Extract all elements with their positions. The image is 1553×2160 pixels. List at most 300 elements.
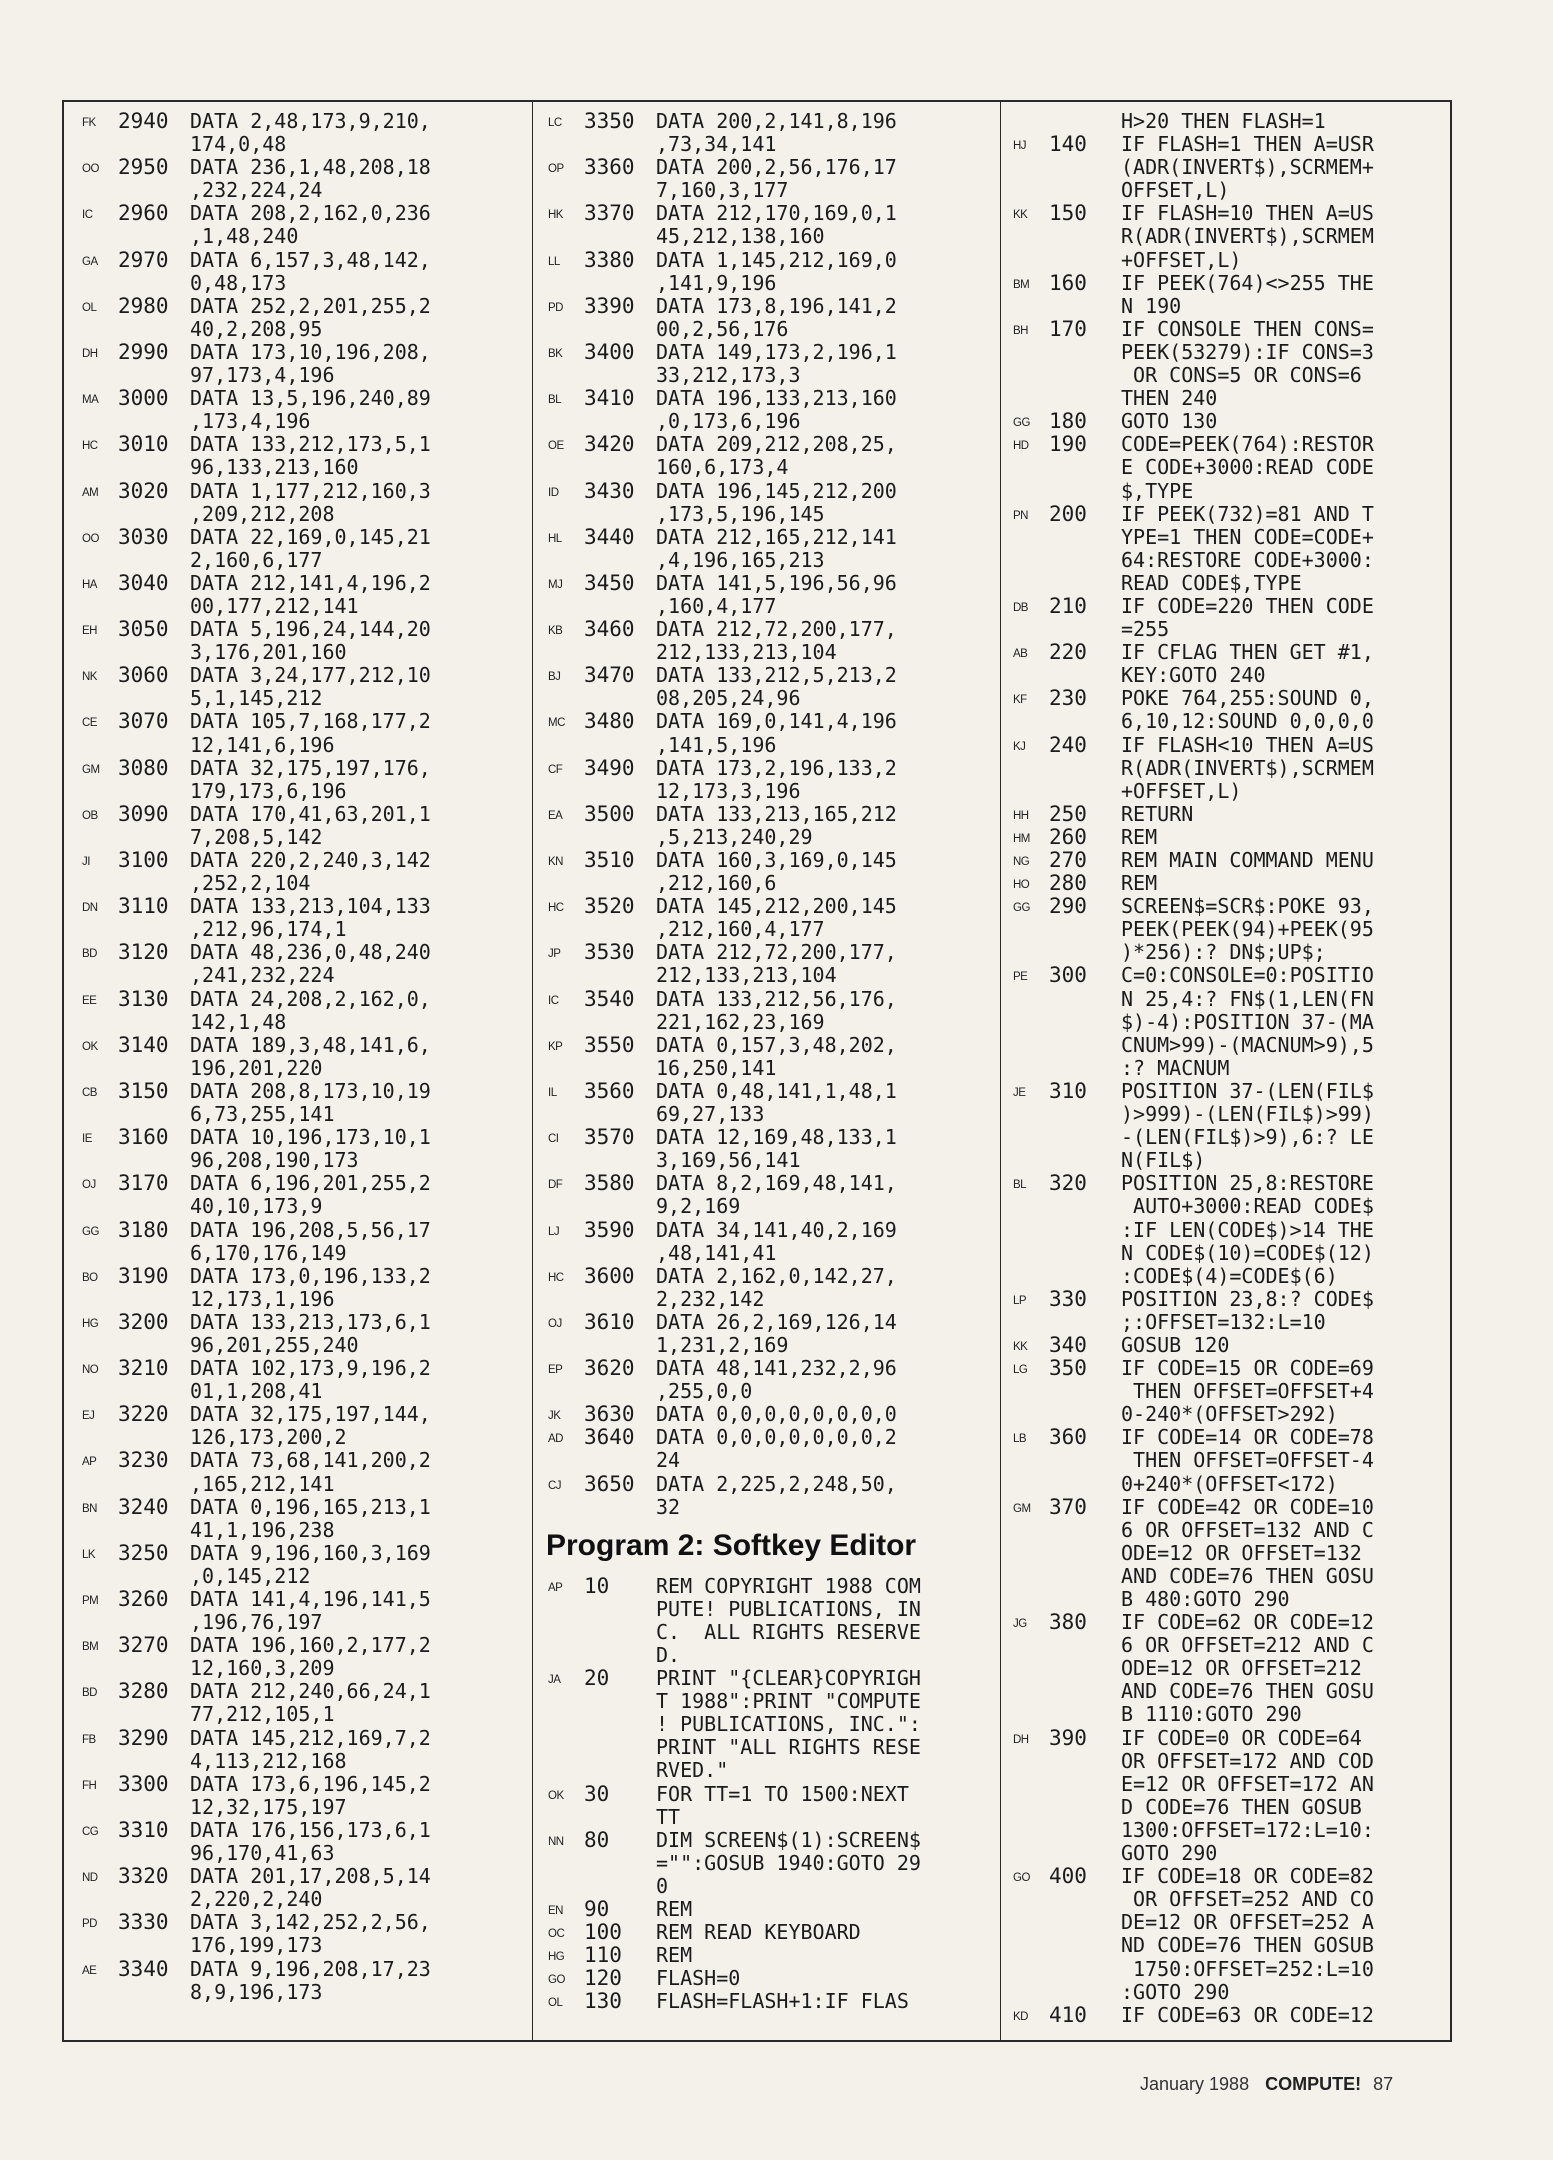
code-text: ,212,160,4,177 [656, 917, 825, 942]
line-number: 3530 [584, 940, 635, 965]
line-number [1049, 1888, 1121, 1911]
code-line [548, 202, 992, 225]
code-text: 8,9,196,173 [190, 1979, 323, 2004]
checksum [82, 782, 118, 805]
code-text: 0,48,173 [190, 270, 287, 295]
code-line [1013, 1934, 1443, 1957]
code-text: IF PEEK(764)<>255 THE [1121, 270, 1374, 295]
line-number: 3180 [118, 1217, 169, 1242]
code-text: 3,176,201,160 [190, 640, 347, 665]
code-line [548, 1759, 992, 1782]
code-line [548, 734, 992, 757]
code-text: AND CODE=76 THEN GOSU [1121, 1679, 1374, 1704]
code-text: ,0,173,6,196 [656, 409, 801, 434]
checksum: CG [82, 1825, 99, 1838]
line-number: 3420 [584, 432, 635, 457]
code-text: 64:RESTORE CODE+3000: [1121, 547, 1374, 572]
line-number [1049, 1703, 1121, 1726]
code-text: IF CODE=42 OR CODE=10 [1121, 1494, 1374, 1519]
code-text: 142,1,48 [190, 1009, 287, 1034]
line-number: 2980 [118, 293, 169, 318]
code-text: 40,10,173,9 [190, 1194, 323, 1219]
code-line [82, 1334, 522, 1357]
code-line [548, 941, 992, 964]
line-number [1049, 710, 1121, 733]
checksum [548, 966, 584, 989]
code-text: DE=12 OR OFFSET=252 A [1121, 1910, 1374, 1935]
code-text: CNUM>99)-(MACNUM>9),5 [1121, 1032, 1374, 1057]
line-number: 3100 [118, 848, 169, 872]
code-text: IF CODE=0 OR CODE=64 [1121, 1725, 1362, 1750]
code-line [82, 295, 522, 318]
line-number [584, 964, 656, 987]
code-line [1013, 1265, 1443, 1288]
checksum [82, 597, 118, 620]
checksum [548, 181, 584, 204]
code-line [548, 687, 992, 710]
checksum [1013, 1890, 1049, 1913]
code-text: 174,0,48 [190, 132, 287, 157]
code-line [548, 1426, 992, 1449]
code-text: 0 [656, 1873, 669, 1898]
code-text: DATA 196,160,2,177,2 [190, 1633, 431, 1658]
code-line [548, 526, 992, 549]
code-line [82, 1357, 522, 1380]
code-text: DATA 173,6,196,145,2 [190, 1771, 431, 1796]
line-number: 3010 [118, 432, 169, 457]
code-text: ! PUBLICATIONS, INC.": [656, 1712, 921, 1737]
checksum: FK [82, 117, 96, 129]
code-line [82, 1588, 522, 1611]
code-line [82, 110, 522, 133]
line-number [118, 1426, 190, 1449]
checksum [1013, 1405, 1049, 1428]
code-text: ,173,5,196,145 [656, 501, 825, 526]
checksum [82, 1151, 118, 1174]
line-number [1049, 1195, 1121, 1218]
code-line [82, 1703, 522, 1726]
code-line [548, 1011, 992, 1034]
line-number [1049, 1588, 1121, 1611]
code-line [82, 1449, 522, 1472]
line-number: 3260 [118, 1587, 169, 1611]
code-text: 01,1,208,41 [190, 1379, 323, 1404]
checksum: CI [548, 1133, 559, 1146]
checksum: CB [82, 1086, 97, 1099]
line-number [1049, 1657, 1121, 1680]
line-number: 260 [1049, 824, 1087, 849]
line-number: 3050 [118, 617, 169, 642]
checksum [1013, 943, 1049, 966]
checksum: HD [1013, 440, 1029, 453]
code-text: 0-240*(OFFSET>292) [1121, 1402, 1338, 1427]
code-text: ,165,212,141 [190, 1471, 335, 1496]
code-line [1013, 1473, 1443, 1496]
code-text: 2,232,142 [656, 1286, 765, 1311]
line-number: 220 [1049, 640, 1087, 665]
code-text: 45,212,138,160 [656, 224, 825, 249]
checksum [82, 412, 118, 435]
code-text: IF PEEK(732)=81 AND T [1121, 501, 1374, 526]
code-line [548, 988, 992, 1011]
line-number [118, 1380, 190, 1403]
code-line [82, 1542, 522, 1565]
code-line [1013, 480, 1443, 503]
code-text: DATA 0,48,141,1,48,1 [656, 1078, 897, 1103]
checksum [82, 1567, 118, 1590]
checksum: MC [548, 717, 565, 730]
code-text: DATA 200,2,141,8,196 [656, 109, 897, 133]
code-line [1013, 1057, 1443, 1080]
code-line [548, 1575, 992, 1598]
code-text: 212,133,213,104 [656, 963, 837, 988]
line-number: 390 [1049, 1725, 1087, 1750]
line-number [1049, 1103, 1121, 1126]
checksum: JG [1013, 1618, 1027, 1631]
code-line [1013, 364, 1443, 387]
line-number [1049, 225, 1121, 248]
line-number [1049, 1380, 1121, 1403]
code-text: DATA 208,2,162,0,236 [190, 201, 431, 226]
listing-column-3 [1013, 110, 1443, 2027]
line-number: 310 [1049, 1078, 1087, 1103]
checksum [82, 1105, 118, 1128]
code-text: 12,160,3,209 [190, 1656, 335, 1681]
checksum [1013, 389, 1049, 412]
checksum [1013, 227, 1049, 250]
code-text: ,241,232,224 [190, 963, 335, 988]
code-line [1013, 1311, 1443, 1334]
code-line [548, 410, 992, 433]
code-line [82, 1911, 522, 1934]
checksum [1013, 1197, 1049, 1220]
checksum [548, 736, 584, 759]
line-number: 3140 [118, 1032, 169, 1057]
line-number: 3570 [584, 1125, 635, 1150]
code-line [1013, 1542, 1443, 1565]
checksum: GG [1013, 417, 1030, 430]
code-text: 00,177,212,141 [190, 593, 359, 618]
code-line [82, 202, 522, 225]
code-text: 1300:OFFSET=172:L=10: [1121, 1817, 1374, 1842]
code-line [82, 1380, 522, 1403]
line-number: 3080 [118, 755, 169, 780]
checksum: BJ [548, 671, 561, 684]
line-number [584, 826, 656, 849]
line-number [118, 410, 190, 433]
checksum [1013, 366, 1049, 389]
line-number: 3170 [118, 1171, 169, 1196]
code-line [1013, 156, 1443, 179]
checksum: HA [82, 578, 97, 591]
line-number [118, 1565, 190, 1588]
checksum [82, 1382, 118, 1405]
line-number [118, 179, 190, 202]
line-number: 3470 [584, 663, 635, 688]
checksum [1013, 1105, 1049, 1128]
checksum: BO [82, 1271, 98, 1284]
checksum: NO [82, 1364, 99, 1377]
code-text: ,48,141,41 [656, 1240, 777, 1265]
checksum: EA [548, 809, 563, 822]
code-line [548, 1967, 992, 1990]
line-number: 320 [1049, 1171, 1087, 1196]
code-text: AUTO+3000:READ CODE$ [1121, 1194, 1374, 1219]
checksum [1013, 158, 1049, 181]
code-text: OR OFFSET=172 AND COD [1121, 1748, 1374, 1773]
code-text: 3,169,56,141 [656, 1148, 801, 1173]
code-text: 96,170,41,63 [190, 1841, 335, 1866]
code-text: DATA 10,196,173,10,1 [190, 1125, 431, 1150]
code-text: DATA 212,72,200,177, [656, 940, 897, 965]
code-text: DATA 173,0,196,133,2 [190, 1263, 431, 1288]
code-line [548, 1311, 992, 1334]
code-text: ,160,4,177 [656, 593, 777, 618]
line-number [584, 872, 656, 895]
checksum [1013, 1936, 1049, 1959]
line-number [118, 549, 190, 572]
code-text: 12,173,3,196 [656, 778, 801, 803]
code-line [548, 341, 992, 364]
code-line [82, 710, 522, 733]
code-text: 221,162,23,169 [656, 1009, 825, 1034]
code-text: DATA 133,212,56,176, [656, 986, 897, 1011]
line-number [118, 641, 190, 664]
code-line [1013, 1634, 1443, 1657]
line-number: 3190 [118, 1263, 169, 1288]
code-line [1013, 526, 1443, 549]
code-text: DATA 141,5,196,56,96 [656, 570, 897, 595]
code-line [82, 941, 522, 964]
code-line [82, 133, 522, 156]
line-number [118, 872, 190, 895]
code-line [82, 618, 522, 641]
code-line [548, 549, 992, 572]
code-line [1013, 387, 1443, 410]
code-line [82, 1865, 522, 1888]
line-number [1049, 480, 1121, 503]
checksum [548, 1738, 584, 1761]
checksum [1013, 1475, 1049, 1498]
checksum: HJ [1013, 140, 1027, 153]
checksum [1013, 1013, 1049, 1036]
checksum [82, 966, 118, 989]
code-line [82, 664, 522, 687]
code-line [1013, 664, 1443, 687]
code-text: PUTE! PUBLICATIONS, IN [656, 1596, 921, 1621]
code-line [548, 618, 992, 641]
code-line [548, 572, 992, 595]
code-text: 126,173,200,2 [190, 1425, 347, 1450]
checksum [82, 1475, 118, 1498]
code-text: 40,2,208,95 [190, 316, 323, 341]
code-text: ;:OFFSET=132:L=10 [1121, 1309, 1326, 1334]
code-text: 97,173,4,196 [190, 363, 335, 388]
line-number: 90 [584, 1897, 610, 1922]
code-text: D. [656, 1643, 681, 1667]
checksum [82, 1936, 118, 1959]
code-text: DATA 212,165,212,141 [656, 524, 897, 549]
code-text: N(FIL$) [1121, 1148, 1206, 1173]
checksum: EP [548, 1364, 563, 1377]
code-text: D CODE=76 THEN GOSUB [1121, 1794, 1362, 1819]
code-text: ,232,224,24 [190, 178, 323, 203]
code-text: N CODE$(10)=CODE$(12) [1121, 1240, 1374, 1265]
line-number: 2940 [118, 109, 169, 133]
code-text: IF CFLAG THEN GET #1, [1121, 640, 1374, 665]
code-text: 1,231,2,169 [656, 1332, 789, 1357]
code-text: THEN OFFSET=OFFSET+4 [1121, 1379, 1374, 1404]
code-line [548, 1898, 992, 1921]
code-text: DATA 48,236,0,48,240 [190, 940, 431, 965]
code-text: H>20 THEN FLASH=1 [1121, 109, 1326, 133]
code-text: DATA 32,175,197,144, [190, 1402, 431, 1427]
line-number [584, 1806, 656, 1829]
code-line [548, 710, 992, 733]
code-line [1013, 780, 1443, 803]
checksum: GM [82, 763, 100, 776]
line-number [118, 1057, 190, 1080]
code-line [1013, 1865, 1443, 1888]
code-line [82, 1311, 522, 1334]
code-text: ,212,160,6 [656, 871, 777, 896]
line-number [584, 918, 656, 941]
code-text: ,196,76,197 [190, 1610, 323, 1635]
checksum [82, 1013, 118, 1036]
checksum: BL [1013, 1179, 1027, 1192]
code-text: ,255,0,0 [656, 1379, 753, 1404]
line-number: 3360 [584, 155, 635, 180]
line-number [584, 225, 656, 248]
line-number [1049, 1819, 1121, 1842]
code-line [1013, 1796, 1443, 1819]
code-line [1013, 1588, 1443, 1611]
checksum: HM [1013, 832, 1030, 845]
code-line [82, 179, 522, 202]
line-number [118, 734, 190, 757]
code-text: PEEK(53279):IF CONS=3 [1121, 339, 1374, 364]
checksum: BM [82, 1641, 99, 1654]
line-number [118, 1473, 190, 1496]
code-line [548, 1172, 992, 1195]
code-line [82, 1034, 522, 1057]
code-line [548, 964, 992, 987]
line-number: 3510 [584, 848, 635, 872]
code-line [1013, 1680, 1443, 1703]
checksum [548, 828, 584, 851]
checksum: OP [548, 163, 564, 176]
code-line [548, 1644, 992, 1667]
code-text: DATA 196,133,213,160 [656, 386, 897, 411]
checksum: OC [548, 1928, 565, 1941]
code-line [1013, 1103, 1443, 1126]
line-number: 370 [1049, 1494, 1087, 1519]
code-text: E CODE+3000:READ CODE [1121, 455, 1374, 480]
code-line [82, 225, 522, 248]
checksum [548, 1600, 584, 1623]
line-number: 2950 [118, 155, 169, 180]
code-text: ,252,2,104 [190, 871, 311, 896]
code-text: DATA 133,213,173,6,1 [190, 1309, 431, 1334]
code-text: $)-4):POSITION 37-(MA [1121, 1009, 1374, 1034]
checksum: OK [82, 1040, 98, 1053]
line-number [1049, 1750, 1121, 1773]
code-text: IF CODE=15 OR CODE=69 [1121, 1356, 1374, 1381]
line-number: 3020 [118, 478, 169, 503]
checksum: EH [82, 625, 97, 638]
code-line [1013, 1519, 1443, 1542]
line-number [584, 549, 656, 572]
code-line [82, 318, 522, 341]
line-number: 3540 [584, 986, 635, 1011]
checksum [1013, 458, 1049, 481]
checksum [1013, 1844, 1049, 1867]
code-line [82, 1103, 522, 1126]
code-text: SCREEN$=SCR$:POKE 93, [1121, 894, 1374, 919]
checksum: ND [82, 1872, 98, 1885]
checksum: KN [548, 856, 563, 868]
line-number [118, 1011, 190, 1034]
line-number: 3380 [584, 247, 635, 272]
code-line [82, 480, 522, 503]
line-number: 330 [1049, 1286, 1087, 1311]
code-line [548, 503, 992, 526]
code-text: R(ADR(INVERT$),SCRMEM [1121, 224, 1374, 249]
line-number [118, 1842, 190, 1865]
code-line [548, 1357, 992, 1380]
checksum [82, 1613, 118, 1636]
checksum [82, 920, 118, 943]
checksum: OJ [82, 1179, 96, 1192]
checksum: KF [1013, 694, 1027, 707]
line-number [584, 1875, 656, 1898]
checksum: BM [1013, 278, 1030, 291]
code-text: READ CODE$,TYPE [1121, 570, 1302, 595]
checksum: HG [548, 1951, 565, 1964]
code-line [1013, 1888, 1443, 1911]
line-number: 3350 [584, 109, 635, 133]
checksum: HG [82, 1317, 99, 1330]
line-number: 3630 [584, 1402, 635, 1427]
checksum [82, 1428, 118, 1451]
checksum [548, 597, 584, 620]
code-text: DATA 0,0,0,0,0,0,0,0 [656, 1402, 897, 1427]
checksum: GO [1013, 1872, 1030, 1885]
checksum: EE [82, 994, 97, 1007]
code-text: DATA 212,72,200,177, [656, 617, 897, 642]
checksum [1013, 1128, 1049, 1151]
checksum: BH [1013, 324, 1028, 337]
code-line [548, 826, 992, 849]
checksum [1013, 1775, 1049, 1798]
code-line [548, 249, 992, 272]
code-text: YPE=1 THEN CODE=CODE+ [1121, 524, 1374, 549]
code-line [82, 1242, 522, 1265]
checksum: AM [82, 486, 99, 499]
line-number [1049, 526, 1121, 549]
checksum: BN [82, 1502, 97, 1515]
code-line [548, 1852, 992, 1875]
line-number: 3160 [118, 1125, 169, 1150]
checksum: NN [548, 1835, 564, 1848]
line-number [584, 364, 656, 387]
code-line [548, 295, 992, 318]
code-line [1013, 1565, 1443, 1588]
line-number [584, 456, 656, 479]
code-text: DATA 212,240,66,24,1 [190, 1679, 431, 1704]
line-number: 3370 [584, 201, 635, 226]
checksum [548, 1854, 584, 1877]
